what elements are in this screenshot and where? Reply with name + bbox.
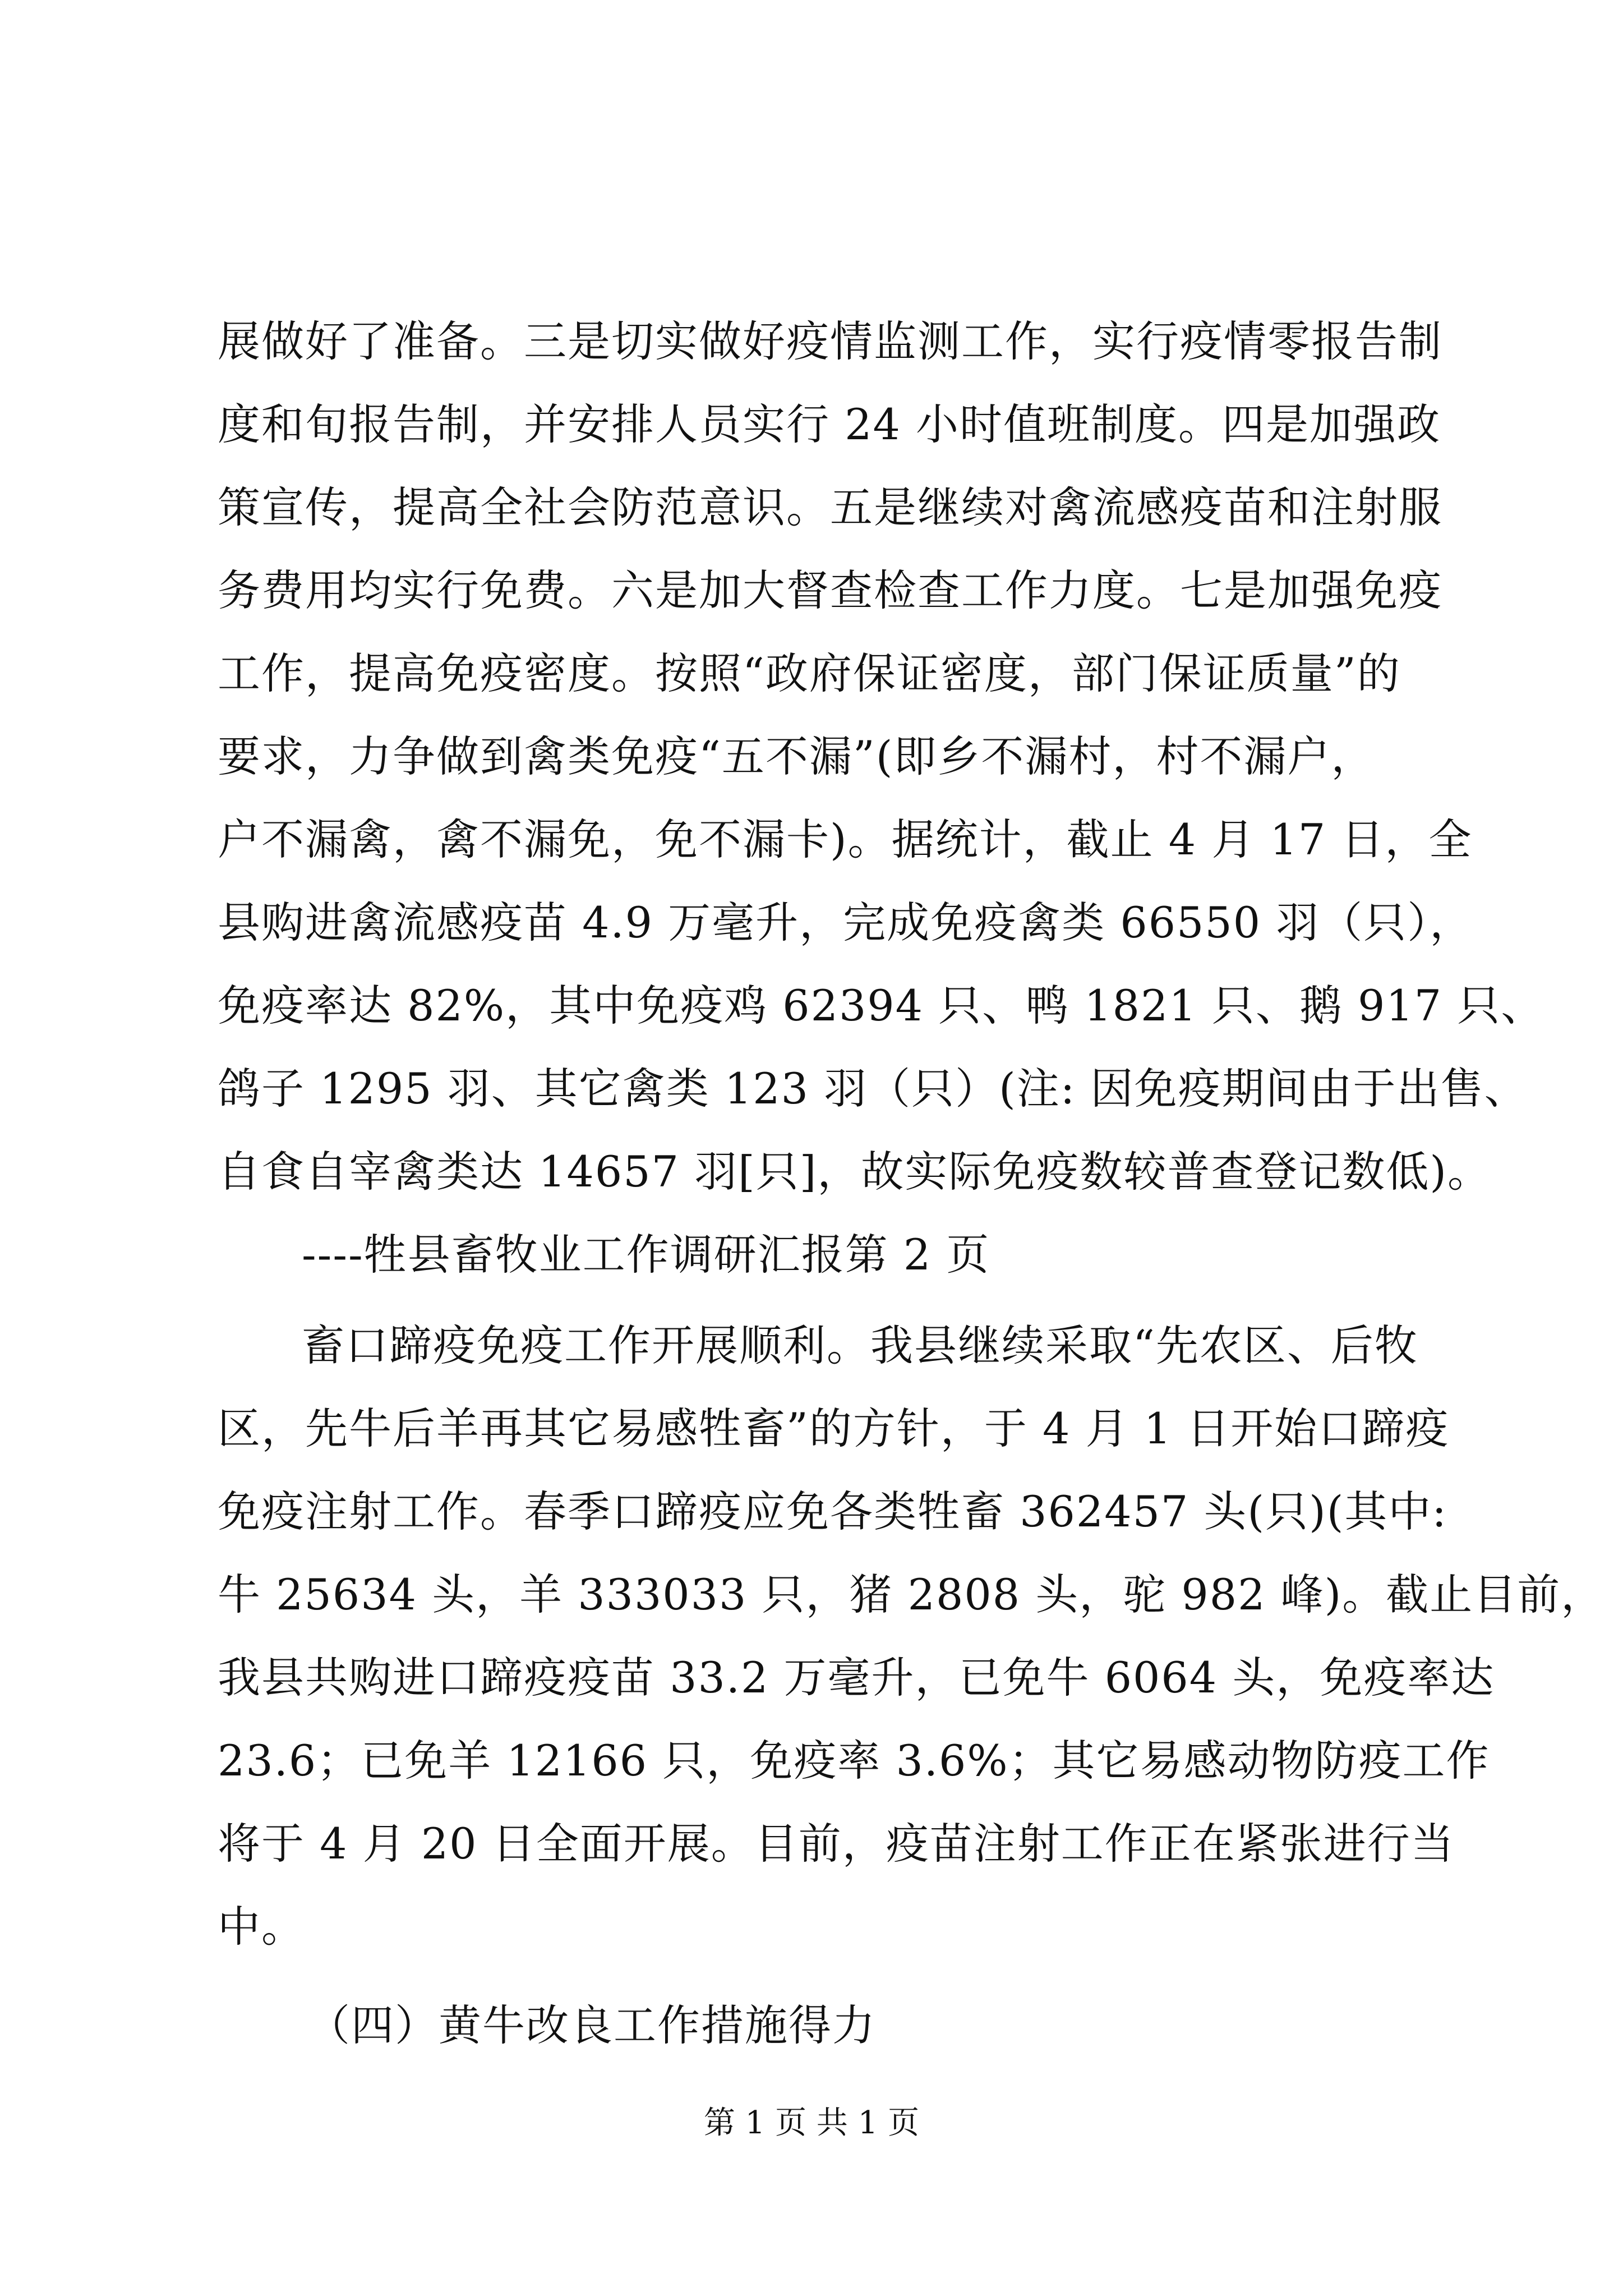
document-body: [218, 300, 1605, 2067]
paragraph-1-line-7: 户不漏禽，禽不漏免，免不漏卡)。据统计，截止 4 月 17 日，全: [218, 815, 1473, 864]
paragraph-2-line-3: 免疫注射工作。春季口蹄疫应免各类牲畜 362457 头(只)(其中:: [218, 1487, 1447, 1536]
paragraph-2-line-8: 中。: [218, 1902, 305, 1952]
paragraph-1-line-8: 县购进禽流感疫苗 4.9 万毫升，完成免疫禽类 66550 羽（只），: [218, 898, 1474, 947]
page-footer: 第 1 页 共 1 页: [703, 2105, 920, 2141]
section-heading-4: （四）黄牛改良工作措施得力: [307, 2000, 876, 2050]
paragraph-1-line-3: 策宣传，提高全社会防范意识。五是继续对禽流感疫苗和注射服: [218, 482, 1442, 532]
paragraph-1-line-11: 自食自宰禽类达 14657 羽[只]，故实际免疫数较普查登记数低)。: [218, 1147, 1492, 1197]
paragraph-2-line-1: 畜口蹄疫免疫工作开展顺利。我县继续采取“先农区、后牧: [302, 1320, 1418, 1370]
paragraph-2-line-2: 区，先牛后羊再其它易感牲畜”的方针，于 4 月 1 日开始口蹄疫: [218, 1404, 1450, 1453]
paragraph-1-line-9: 免疫率达 82%，其中免疫鸡 62394 只、鸭 1821 只、鹅 917 只、: [218, 981, 1545, 1030]
paragraph-1-line-5: 工作，提高免疫密度。按照“政府保证密度，部门保证质量”的: [218, 648, 1401, 698]
paragraph-2-line-4: 牛 25634 头，羊 333033 只，猪 2808 头，驼 982 峰)。截止目前，: [218, 1570, 1605, 1619]
spacer: [218, 1968, 1418, 1984]
paragraph-1-line-4: 务费用均实行免费。六是加大督查检查工作力度。七是加强免疫: [218, 565, 1442, 615]
paragraph-2-line-5: 我县共购进口蹄疫疫苗 33.2 万毫升，已免牛 6064 头，免疫率达: [218, 1653, 1495, 1703]
paragraph-1-line-2: 度和旬报告制，并安排人员实行 24 小时值班制度。四是加强政: [218, 399, 1441, 449]
paragraph-1-line-6: 要求，力争做到禽类免疫“五不漏”(即乡不漏村，村不漏户，: [218, 731, 1375, 781]
paragraph-2-line-6: 23.6；已免羊 12166 只，免疫率 3.6%；其它易感动物防疫工作: [218, 1736, 1490, 1786]
spacer: [218, 1296, 1418, 1304]
paragraph-1-line-10: 鸽子 1295 羽、其它禽类 123 羽（只）(注: 因免疫期间由于出售、: [218, 1064, 1528, 1114]
page-separator-line: ----牲县畜牧业工作调研汇报第 2 页: [302, 1230, 990, 1280]
paragraph-1-line-1: 展做好了准备。三是切实做好疫情监测工作，实行疫情零报告制: [218, 316, 1442, 366]
paragraph-2-line-7: 将于 4 月 20 日全面开展。目前，疫苗注射工作正在紧张进行当: [218, 1819, 1455, 1869]
